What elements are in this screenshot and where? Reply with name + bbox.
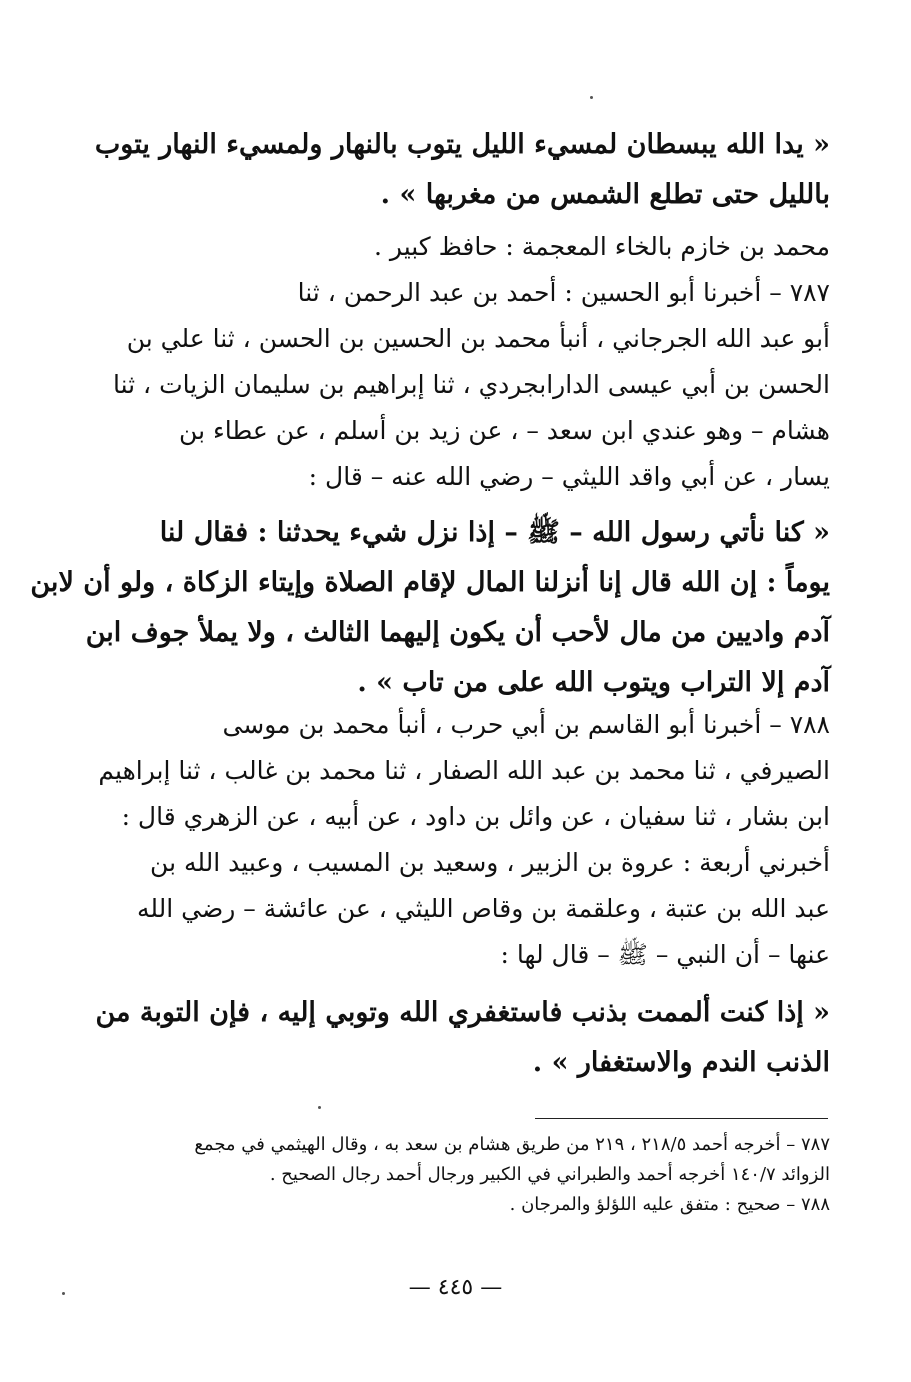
text-line: محمد بن خازم بالخاء المعجمة : حافظ كبير .	[374, 232, 830, 261]
scan-speck	[318, 1106, 321, 1109]
hadith-text-1	[94, 120, 830, 220]
footnote-line: ٧٨٧ – أخرجه أحمد ٢١٨/٥ ، ٢١٩ من طريق هشام بن سعد به ، وقال الهيثمي في مجمع	[194, 1134, 830, 1155]
text-line: الصيرفي ، ثنا محمد بن عبد الله الصفار ، ثنا محمد بن غالب ، ثنا إبراهيم	[98, 756, 830, 785]
footnote-separator	[535, 1118, 828, 1119]
footnotes	[78, 1130, 830, 1220]
text-line: آدم واديين من مال لأحب أن يكون إليهما الثالث ، ولا يملأ جوف ابن	[85, 617, 830, 648]
text-line: الحسن بن أبي عيسى الدارابجردي ، ثنا إبراهيم بن سليمان الزيات ، ثنا	[112, 370, 830, 399]
text-line: ابن بشار ، ثنا سفيان ، عن وائل بن داود ، عن أبيه ، عن الزهري قال :	[121, 802, 830, 831]
text-line: ٧٨٧ – أخبرنا أبو الحسين : أحمد بن عبد الرحمن ، ثنا	[297, 278, 830, 307]
text-line: الذنب الندم والاستغفار » .	[532, 1047, 830, 1078]
scan-speck	[590, 96, 593, 99]
text-line: عنها – أن النبي – ﷺ – قال لها :	[500, 940, 830, 969]
text-line: أخبرني أربعة : عروة بن الزبير ، وسعيد بن المسيب ، وعبيد الله بن	[150, 848, 830, 877]
page-number: — ٤٤٥ —	[408, 1275, 503, 1300]
text-line: يوماً : إن الله قال إنا أنزلنا المال لإقام الصلاة وإيتاء الزكاة ، ولو أن لابن	[30, 567, 830, 598]
hadith-787-isnad	[112, 270, 830, 500]
hadith-788-matn	[95, 988, 830, 1088]
text-line: عبد الله بن عتبة ، وعلقمة بن وقاص الليثي ، عن عائشة – رضي الله	[136, 894, 830, 923]
footnote-line: ٧٨٨ – صحيح : متفق عليه اللؤلؤ والمرجان .	[509, 1194, 830, 1215]
text-line: آدم إلا التراب ويتوب الله على من تاب » .	[357, 667, 830, 698]
text-line: بالليل حتى تطلع الشمس من مغربها » .	[380, 179, 830, 210]
narrator-note	[130, 224, 830, 270]
text-line: « إذا كنت ألممت بذنب فاستغفري الله وتوبي إليه ، فإن التوبة من	[95, 997, 830, 1028]
text-line: هشام – وهو عندي ابن سعد – ، عن زيد بن أسلم ، عن عطاء بن	[179, 416, 830, 445]
text-line: ٧٨٨ – أخبرنا أبو القاسم بن أبي حرب ، أنبأ محمد بن موسى	[222, 710, 830, 739]
footnote-line: الزوائد ١٤٠/٧ أخرجه أحمد والطبراني في الكبير ورجال أحمد رجال الصحيح .	[269, 1164, 830, 1185]
text-line: يسار ، عن أبي واقد الليثي – رضي الله عنه – قال :	[308, 462, 830, 491]
text-line: أبو عبد الله الجرجاني ، أنبأ محمد بن الحسين بن الحسن ، ثنا علي بن	[126, 324, 830, 353]
text-line: « كنا نأتي رسول الله – ﷺ – إذا نزل شيء يحدثنا : فقال لنا	[159, 517, 830, 548]
hadith-787-matn	[30, 508, 830, 708]
scan-speck	[62, 1292, 65, 1295]
text-line: « يدا الله يبسطان لمسيء الليل يتوب بالنهار ولمسيء النهار يتوب	[94, 129, 830, 160]
hadith-788-isnad	[98, 702, 830, 978]
